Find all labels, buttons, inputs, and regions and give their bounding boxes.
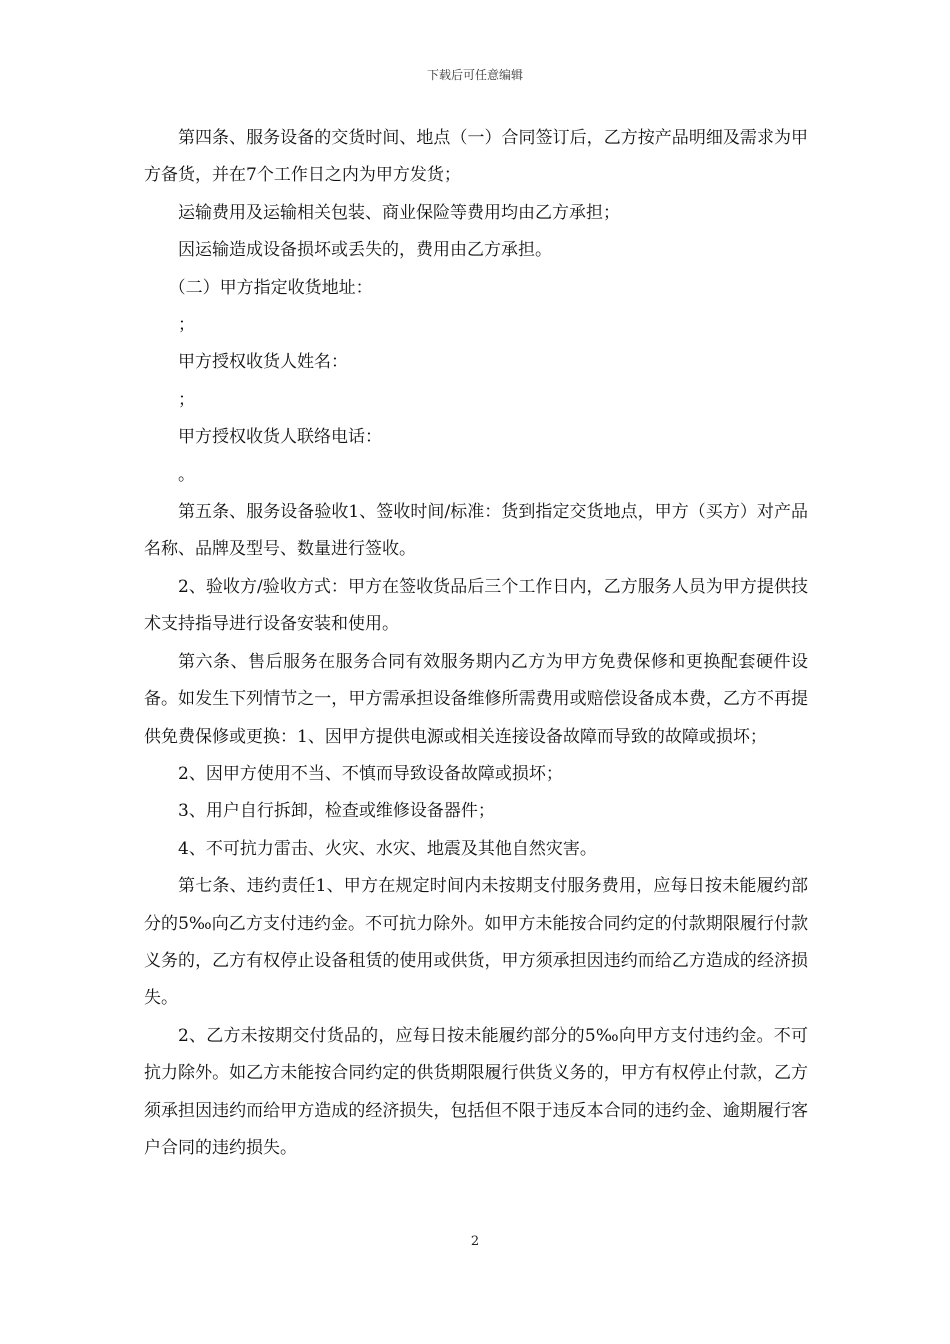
paragraph-article4-address: （二）甲方指定收货地址： [168,277,373,298]
paragraph-article4-receiver-name: 甲方授权收货人姓名： [178,352,348,373]
paragraph-article4-receiver-phone: 甲方授权收货人联络电话： [178,427,382,448]
paragraph-article4-intro: 第四条、服务设备的交货时间、地点（一）合同签订后，乙方按产品明细及需求为甲方备货，并在7个工作日之内为甲方发货； [144,128,808,186]
paragraph-article4-address-blank: ； [178,315,195,336]
paragraph-article6-item4: 4、不可抗力雷击、火灾、水灾、地震及其他自然灾害。 [178,838,597,859]
paragraph-article4-receiver-phone-blank: 。 [178,464,195,485]
paragraph-article7-intro: 第七条、违约责任1、甲方在规定时间内未按期支付服务费用，应每日按未能履约部分的5‰向乙方支付违约金。不可抗力除外。如甲方未能按合同约定的付款期限履行付款义务的，乙方有权停止设备租赁的使用或供货，甲方须承担因违约而给乙方造成的经济损失。 [144,876,808,1009]
paragraph-article5-intro: 第五条、服务设备验收1、签收时间/标准：货到指定交货地点，甲方（买方）对产品名称、品牌及型号、数量进行签收。 [144,502,808,560]
paragraph-article6-item3: 3、用户自行拆卸，检查或维修设备器件； [178,801,495,822]
document-body [144,120,808,1167]
paragraph-article6-item2: 2、因甲方使用不当、不慎而导致设备故障或损坏； [178,763,563,784]
paragraph-article5-item2: 2、验收方/验收方式：甲方在签收货品后三个工作日内，乙方服务人员为甲方提供技术支持指导进行设备安装和使用。 [144,576,808,635]
paragraph-article4-receiver-name-blank: ； [178,389,195,410]
paragraph-article4-transport: 运输费用及运输相关包装、商业保险等费用均由乙方承担； [178,202,620,223]
page-header: 下载后可任意编辑 [426,68,523,82]
page-number: 2 [470,1234,480,1249]
paragraph-article7-item2: 2、乙方未按期交付货品的，应每日按未能履约部分的5‰向甲方支付违约金。不可抗力除外。如乙方未能按合同约定的供货期限履行供货义务的，甲方有权停止付款，乙方须承担因违约而给甲方造成的经济损失，包括但不限于违反本合同的违约金、逾期履行客户合同的违约损失。 [144,1025,808,1158]
paragraph-article6-intro: 第六条、售后服务在服务合同有效服务期内乙方为甲方免费保修和更换配套硬件设备。如发生下列情节之一，甲方需承担设备维修所需费用或赔偿设备成本费，乙方不再提供免费保修或更换：1、因甲方提供电源或相关连接设备故障而导致的故障或损坏； [144,651,808,747]
paragraph-article4-damage: 因运输造成设备损坏或丢失的，费用由乙方承担。 [178,240,552,261]
